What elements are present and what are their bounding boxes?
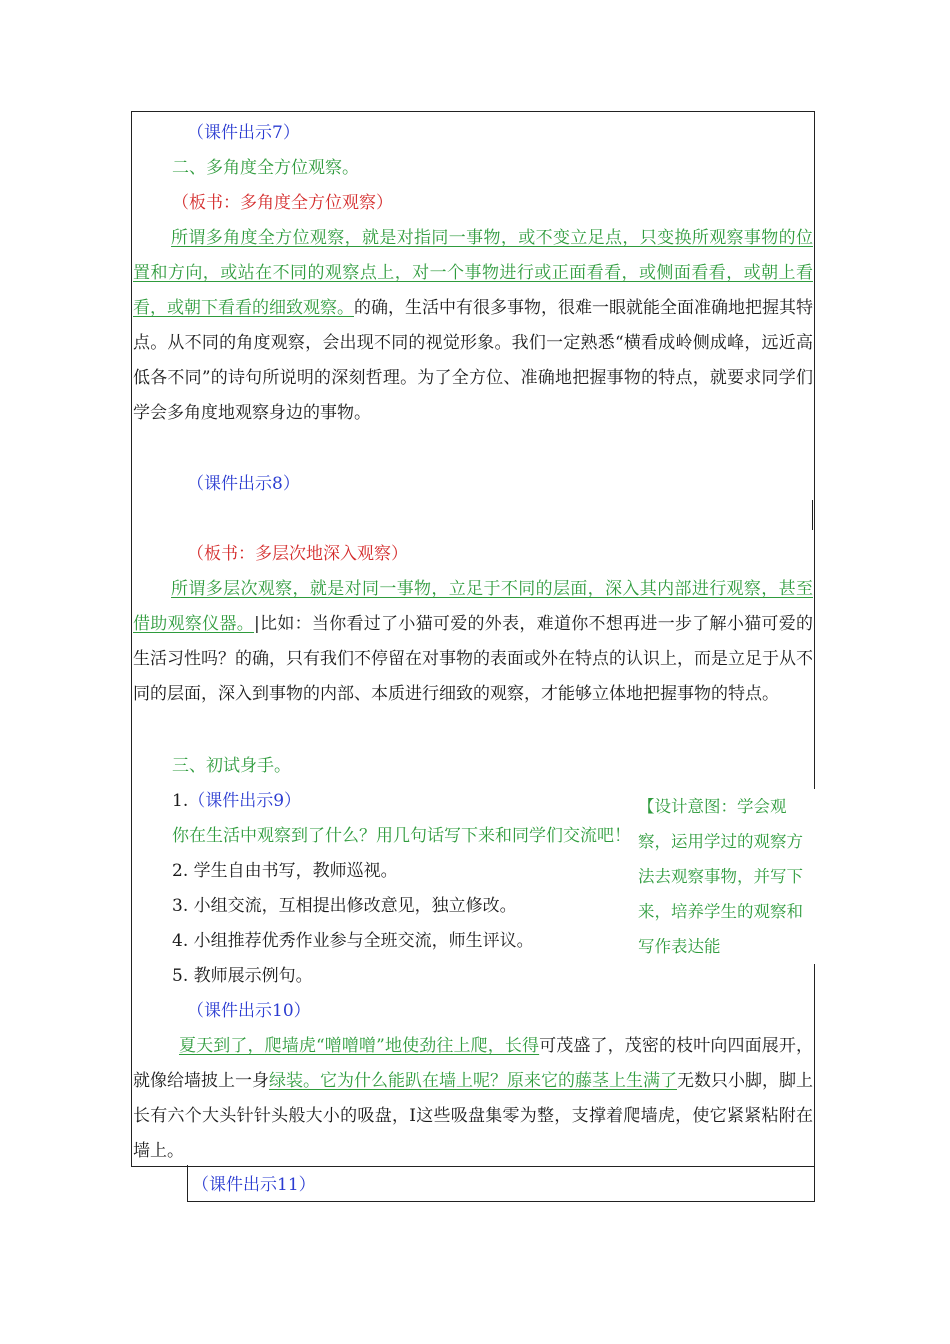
item-1-number: 1. — [172, 791, 189, 811]
table-left-border-stub — [131, 500, 132, 530]
board-note-1: （板书：多角度全方位观察） — [172, 193, 393, 213]
section-2-heading: 二、多角度全方位观察。 — [172, 158, 359, 178]
item-2: 2. 学生自由书写，教师巡视。 — [172, 861, 398, 881]
item-5: 5. 教师展示例句。 — [172, 966, 313, 986]
paragraph-multi-level-definition: 所谓多层次观察，就是对同一事物，立足于不同的层面，深入其内部进行观察，甚至借助观察仪器。 — [133, 579, 813, 634]
paragraph-multi-angle-body: 的确，生活中有很多事物，很难一眼就能全面准确地把握其特点。从不同的角度观察，会出现不同的视觉形象。我们一定熟悉“横看成岭侧成峰，远近高低各不同”的诗句所说明的深刻哲理。为了全方位、准确地把握事物的特点，就要求同学们学会多角度地观察身边的事物。 — [133, 298, 813, 423]
section-3-heading: 三、初试身手。 — [172, 756, 291, 776]
paragraph-example-sentence — [133, 1029, 813, 1169]
courseware-7-label: （课件出示7） — [187, 123, 300, 143]
item-4: 4. 小组推荐优秀作业参与全班交流，师生评议。 — [172, 931, 534, 951]
board-note-2: （板书：多层次地深入观察） — [187, 544, 408, 564]
courseware-8-label: （课件出示8） — [187, 474, 300, 494]
item-1 — [172, 789, 301, 813]
table-right-border-stub — [812, 500, 813, 530]
example-green-1: 夏天到了，爬墙虎“噌噌噌”地使劲往上爬，长得 — [179, 1036, 540, 1056]
item-3: 3. 小组交流，互相提出修改意见，独立修改。 — [172, 896, 517, 916]
paragraph-multi-level — [133, 572, 813, 712]
paragraph-multi-angle-definition: 所谓多角度全方位观察，就是对指同一事物，或不变立足点，只变换所观察事物的位置和方向，或站在不同的观察点上，对一个事物进行或正面看看，或侧面看看，或朝上看看，或朝下看看的细致观察。 — [133, 228, 813, 318]
paragraph-multi-level-body: |比如：当你看过了小猫可爱的外表，难道你不想再进一步了解小猫可爱的生活习性吗？的确，只有我们不停留在对事物的表面或外在特点的认识上，而是立足于从不同的层面，深入到事物的内部、本质进行细致的观察，才能够立体地把握事物的特点。 — [133, 614, 814, 704]
design-intent-note: 【设计意图：学会观察，运用学过的观察方法去观察事物，并写下来，培养学生的观察和写作表达能 — [632, 789, 818, 964]
example-green-2: 绿装。它为什么能趴在墙上呢？原来它的藤茎上生满了 — [269, 1071, 677, 1091]
example-black-2: 无数只小脚，脚上长有六个大头针针头般大小的吸盘，I这些吸盘集零为整，支撑着爬墙虎，使它紧紧粘附在墙上。 — [133, 1071, 813, 1161]
paragraph-multi-angle — [133, 221, 813, 431]
item-1-question: 你在生活中观察到了什么？用几句话写下来和同学们交流吧！ — [172, 826, 631, 846]
courseware-11-label: （课件出示11） — [192, 1175, 316, 1195]
courseware-9-label: （课件出示9） — [188, 791, 302, 811]
example-black-1: 可茂盛了，茂密的枝叶向四面展开，就像给墙披上一身 — [133, 1036, 813, 1091]
courseware-10-label: （课件出示10） — [187, 1001, 311, 1021]
